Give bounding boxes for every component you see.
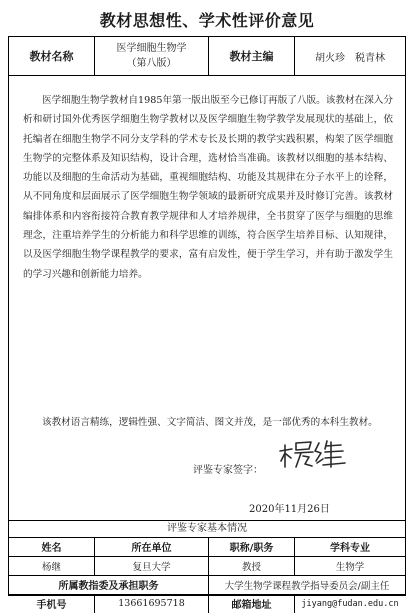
- chief-editor-label: 教材主编: [209, 37, 295, 75]
- evaluation-form: [8, 36, 406, 611]
- handwritten-signature: [279, 437, 349, 471]
- chief-editor-value: 胡火珍 税青林: [315, 52, 385, 64]
- expert-info-value-row: [9, 556, 405, 576]
- expert-name: 杨继: [9, 556, 95, 575]
- email-value: jiyang@fudan.edu.cn: [301, 598, 399, 609]
- textbook-name-value: [95, 37, 209, 75]
- textbook-name-line2: （第八版）: [126, 58, 177, 69]
- institution-header: 所在单位: [95, 537, 209, 556]
- expert-info-title: 评鉴专家基本情况: [9, 520, 405, 538]
- header-row: [9, 37, 405, 76]
- name-header: 姓名: [9, 537, 95, 556]
- expert-institution: 复旦大学: [95, 556, 209, 575]
- discipline-header: 学科专业: [330, 543, 370, 554]
- signature-label: 评鉴专家签字：: [193, 465, 263, 476]
- textbook-name-label: 教材名称: [9, 37, 95, 75]
- evaluation-paragraph-2: 该教材语言精练，逻辑性强、文字简洁、图文并茂，是一部优秀的本科生教材。: [42, 417, 378, 428]
- expert-discipline: 生物学: [335, 561, 365, 573]
- contact-row: [9, 594, 405, 613]
- evaluation-paragraph-1: 医学细胞生物学教材自1985年第一版出版至今已修订再版了八版。该教材在深入分析和研讨国外优秀医学细胞生物学教材以及医学细胞生物学教学发展现状的基础上，依托编者在细胞生物学不同分支学科的学术专长及长期的教学实践积累，构架了医学细胞生物学的完整体系及知识结构，设计合理，选材恰当准确。该教材以细胞的基本结构、功能以及细胞的生命活动为基础，重视细胞结构、功能及其规律在分子水平上的诠释，从不同角度和层面展示了医学细胞生物学领域的最新研究成果并及时修订完善。该教材编排体系和内容衔接符合教育教学规律和人才培养规律，全书贯穿了医学与细胞的思维理念，注重培养学生的分析能力和科学思维的训练，符合医学生培养目标、认知规律，以及医学细胞生物学课程教学的要求，富有启发性，便于学生学习，并有助于激发学生的学习兴趣和创新能力培养。: [23, 95, 393, 280]
- email-label: 邮箱地址: [209, 594, 295, 613]
- evaluation-date: 2020年11月26日: [249, 504, 330, 515]
- committee-value: 大学生物学课程教学指导委员会/副主任: [224, 580, 390, 592]
- committee-row: [9, 575, 405, 595]
- title-header: 职称/职务: [209, 537, 295, 556]
- textbook-name-line1: 医学细胞生物学: [116, 43, 187, 54]
- page-title: 教材思想性、学术性评价意见: [99, 11, 315, 30]
- phone-label: 手机号: [9, 594, 95, 613]
- committee-label: 所属教指委及承担职务: [9, 575, 209, 594]
- evaluation-body: [9, 75, 405, 521]
- phone-value: 13661695718: [95, 594, 209, 613]
- expert-title: 教授: [209, 556, 295, 575]
- expert-info-header-row: [9, 537, 405, 557]
